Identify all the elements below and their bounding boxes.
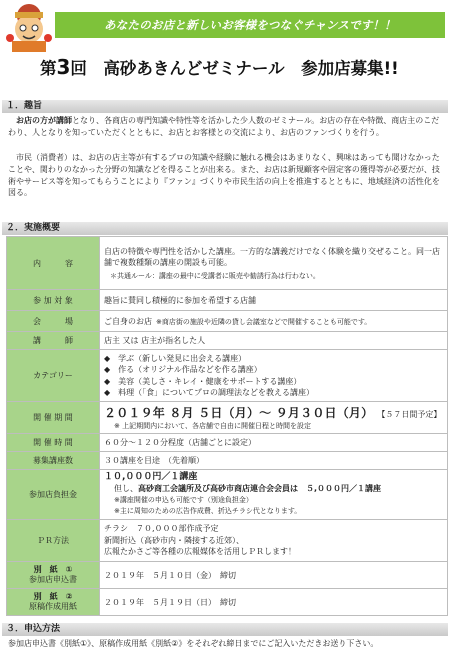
- section-heading-overview: ２．実施概要: [2, 222, 448, 235]
- table-row: [7, 311, 448, 332]
- row-label-category: カテゴリー: [7, 350, 100, 402]
- pr-line-2: 新聞折込（高砂市内・隣接する近郊）、: [104, 535, 244, 545]
- row-value-content: [100, 237, 448, 290]
- venue-note: ※商店街の施設や近隣の貸し会議室などで開催することも可能です。: [156, 317, 372, 326]
- purpose-paragraph-1: [8, 115, 446, 139]
- row-value-pr: [100, 520, 448, 562]
- row-label-venue: 会 場: [7, 311, 100, 332]
- purpose-lead: お店の方が講師: [16, 116, 72, 125]
- section-heading-application: ３．申込方法: [2, 623, 448, 636]
- purpose-paragraph-2: [8, 152, 446, 199]
- row-label-recruit: 募集講座数: [7, 452, 100, 470]
- category-item: ◆ 料理（「食」についてプロの調理法などを教える講座）: [104, 388, 314, 397]
- venue-text: ご自身のお店: [104, 316, 152, 326]
- row-value-category: [100, 350, 448, 402]
- fee-member-line: [114, 483, 443, 495]
- period-line: [104, 404, 443, 421]
- row-value-venue: [100, 311, 448, 332]
- banner: あなたのお店と新しいお客様をつなぐチャンスです！！: [55, 12, 445, 38]
- merchant-mascot-icon: [4, 2, 54, 52]
- period-note: ※ 上記期間内において、各店舗で自由に開催日程と時間を設定: [114, 422, 311, 430]
- form-1-name: 参加店申込書: [29, 575, 77, 584]
- row-value-target: 趣旨に賛同し積極的に参加を希望する店舗: [100, 290, 448, 311]
- application-text: 参加店申込書《別紙①》、原稿作成用紙《別紙②》をそれぞれ締日までにご記入いただきお送り下さい。: [8, 639, 379, 648]
- row-label-form-2: [7, 589, 100, 616]
- row-label-target: 参 加 対 象: [7, 290, 100, 311]
- table-row: [7, 332, 448, 350]
- table-row: [7, 237, 448, 290]
- table-row: [7, 434, 448, 452]
- row-label-pr: ＰＲ方法: [7, 520, 100, 562]
- form-1-number: 別 紙 ①: [33, 565, 73, 574]
- row-value-form-1: ２０１９年 ５月１０日（金） 締切: [100, 562, 448, 589]
- row-value-time: ６０分～１２０分程度（店舗ごとに設定）: [100, 434, 448, 452]
- fee-note-2: ※主に周知のための広告作成費、折込チラシ代となります。: [114, 507, 302, 515]
- purpose-text-2: 市民（消費者）は、お店の店主等が有するプロの知識や経験に触れる機会はあまりなく、興味はあっても聞けなかったことや、関わりのなかった分野の知識などを得ることが出来る。また、お店は新規顧客や固定客の獲得等が必要だが、技術やサービス等を知ってもらうことにより『ファン』づくりや市民生活の向上を推進するとともに、地域経済の活性化を図る。: [8, 153, 440, 198]
- overview-table: [6, 236, 448, 616]
- category-item: ◆ 作る（オリジナル作品などを作る講座）: [104, 365, 262, 374]
- category-item: ◆ 美容（美しさ・キレイ・健康をサポートする講座）: [104, 376, 302, 386]
- title-prefix: 第: [40, 59, 57, 78]
- row-value-recruit: ３０講座を目途 （先着順）: [100, 452, 448, 470]
- row-value-fee: [100, 470, 448, 520]
- fee-note-1: ※講座開催の申込も可能です（別途負担金）: [114, 495, 253, 504]
- pr-line-3: 広報たかさご等各種の広報媒体を活用しＰＲします！: [104, 547, 296, 557]
- table-row: [7, 470, 448, 520]
- row-label-time: 開 催 時 間: [7, 434, 100, 452]
- fee-member-pre: 但し、: [114, 484, 138, 493]
- row-label-fee: 参加店負担金: [7, 470, 100, 520]
- fee-member: 高砂商工会議所及び高砂市商店連合会会員は ５,０００円／１講座: [138, 484, 382, 493]
- row-label-period: 開 催 期 間: [7, 402, 100, 434]
- section-heading-purpose: １．趣旨: [2, 100, 448, 113]
- title-text: 回 高砂あきんどゼミナール 参加店募集!!: [70, 59, 399, 78]
- title-number: 3: [56, 55, 71, 79]
- row-value-period: [100, 402, 448, 434]
- content-text: 自店の特徴や専門性を活かした講座。一方的な講義だけでなく体験を織り交ぜること。同一店舗で複数種類の講座の開設も可能。: [104, 246, 440, 267]
- period-days: 【５７日間予定】: [377, 410, 442, 419]
- table-row: [7, 589, 448, 616]
- form-2-name: 原稿作成用紙: [29, 602, 77, 611]
- table-row: [7, 520, 448, 562]
- row-label-content: 内 容: [7, 237, 100, 290]
- form-2-number: 別 紙 ②: [33, 592, 73, 601]
- fee-base: １０,０００円／１講座: [104, 471, 198, 482]
- purpose-rest: となり、各商店の専門知識や特性等を活かした少人数のゼミナール。お店の存在や特徴、商店主のこだわり、人となりを知っていただくとともに、お店とお客様との交流により、お店のファンづくりを行う。: [8, 116, 440, 137]
- table-row: [7, 350, 448, 402]
- common-rule: ＊共通ルール：講座の最中に受講者に販売や勧誘行為は行わない。: [110, 271, 320, 280]
- table-row: [7, 290, 448, 311]
- period-dates: ２０１９年 ８月 ５日（月）～ ９月３０日（月）: [104, 406, 374, 420]
- row-label-lecturer: 講 師: [7, 332, 100, 350]
- page-title: [40, 55, 450, 79]
- table-row: [7, 562, 448, 589]
- pr-line-1: チラシ ７０,０００部作成予定: [104, 524, 219, 534]
- category-item: ◆ 学ぶ（新しい発見に出会える講座）: [104, 353, 247, 363]
- row-value-form-2: ２０１９年 ５月１９日（日） 締切: [100, 589, 448, 616]
- table-row: [7, 402, 448, 434]
- row-value-lecturer: 店主 又は 店主が指名した人: [100, 332, 448, 350]
- table-row: [7, 452, 448, 470]
- row-label-form-1: [7, 562, 100, 589]
